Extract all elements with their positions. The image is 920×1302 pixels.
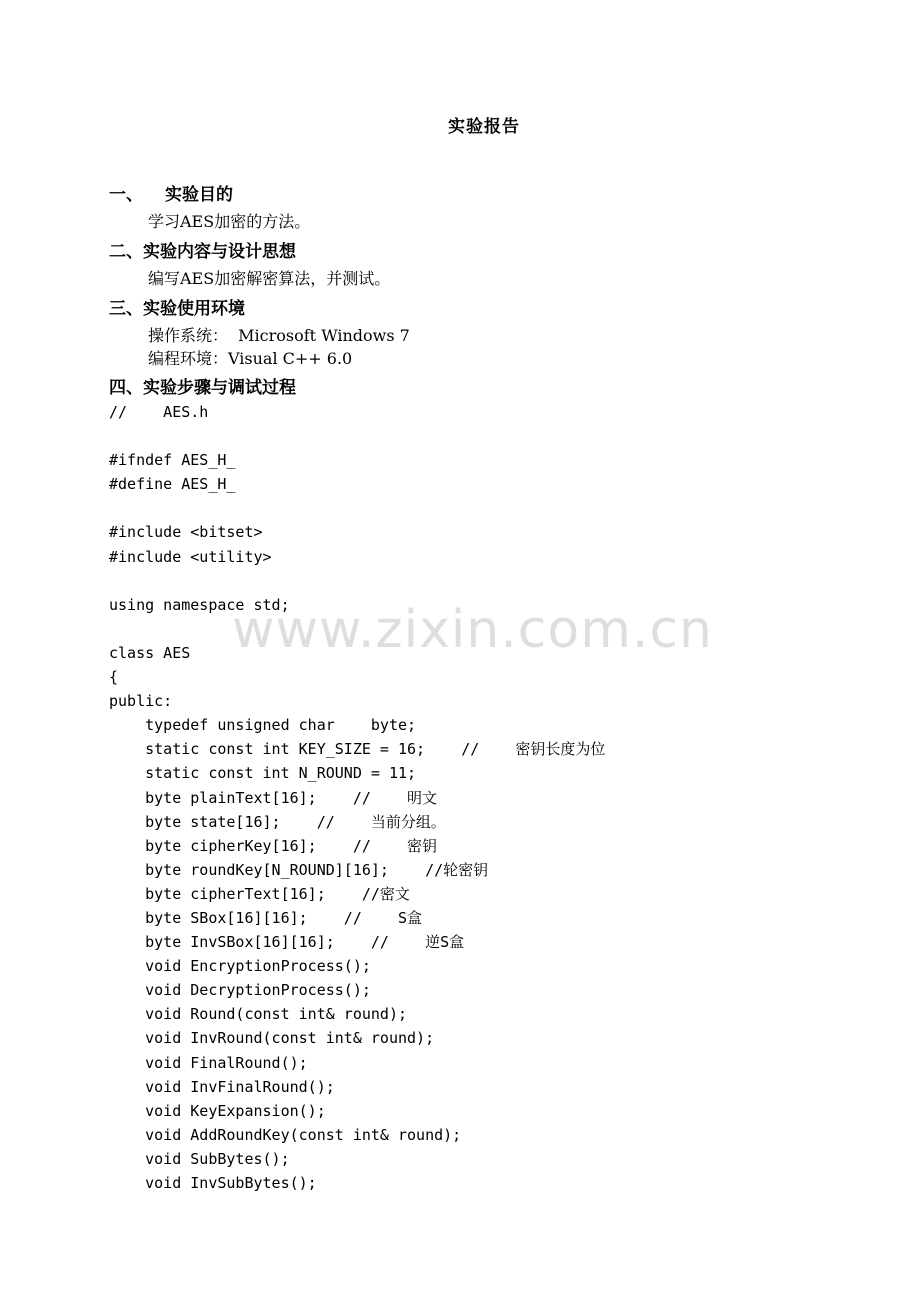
code-line bbox=[109, 424, 605, 448]
code-line: #include <bitset> bbox=[109, 523, 263, 542]
watermark: www.zixin.com.cn bbox=[232, 600, 713, 660]
section-number: 二、 bbox=[109, 242, 143, 262]
section-title: 实验内容与设计思想 bbox=[143, 242, 296, 262]
code-line: byte roundKey[N_ROUND][16]; //轮密钥 bbox=[109, 860, 489, 879]
code-line: byte SBox[16][16]; // S盒 bbox=[109, 908, 423, 927]
code-line: byte state[16]; // 当前分组。 bbox=[109, 812, 446, 831]
code-line: void InvSubBytes(); bbox=[109, 1174, 317, 1192]
code-line bbox=[109, 496, 605, 520]
section-title: 实验目的 bbox=[165, 185, 233, 205]
code-line: typedef unsigned char byte; bbox=[109, 716, 417, 735]
section-title: 实验步骤与调试过程 bbox=[143, 378, 296, 398]
code-line: void AddRoundKey(const int& round); bbox=[109, 1125, 462, 1144]
code-line: byte plainText[16]; // 明文 bbox=[109, 788, 438, 807]
code-line: #ifndef AES_H_ bbox=[109, 451, 236, 470]
code-line: void Round(const int& round); bbox=[109, 1005, 408, 1024]
code-listing bbox=[109, 400, 605, 1195]
code-line: void KeyExpansion(); bbox=[109, 1101, 326, 1120]
code-line bbox=[109, 569, 605, 593]
os-line: 操作系统： Microsoft Windows 7 bbox=[148, 326, 410, 345]
section-number: 一、 bbox=[109, 185, 143, 205]
section-heading-1 bbox=[109, 180, 233, 205]
code-line: void SubBytes(); bbox=[109, 1149, 290, 1168]
section-heading-4 bbox=[109, 373, 296, 398]
code-line: using namespace std; bbox=[109, 595, 290, 614]
code-line: byte cipherText[16]; //密文 bbox=[109, 884, 410, 903]
section-2-body: 编写AES加密解密算法，并测试。 bbox=[148, 269, 391, 288]
ide-line: 编程环境：Visual C++ 6.0 bbox=[148, 349, 353, 368]
page-title: 实验报告 bbox=[448, 117, 520, 137]
code-line: static const int KEY_SIZE = 16; // 密钥长度为位 bbox=[109, 740, 606, 759]
code-line: public: bbox=[109, 692, 173, 711]
code-line: void InvFinalRound(); bbox=[109, 1077, 335, 1096]
code-line: { bbox=[109, 668, 119, 687]
code-line: #define AES_H_ bbox=[109, 475, 236, 494]
section-number: 三、 bbox=[109, 299, 143, 319]
code-line: void FinalRound(); bbox=[109, 1053, 308, 1072]
code-line: // AES.h bbox=[109, 403, 209, 421]
section-heading-3 bbox=[109, 294, 245, 319]
code-line bbox=[109, 617, 605, 641]
code-line: static const int N_ROUND = 11; bbox=[109, 764, 417, 783]
code-line: void InvRound(const int& round); bbox=[109, 1029, 435, 1048]
section-title: 实验使用环境 bbox=[143, 299, 245, 319]
code-line: #include <utility> bbox=[109, 547, 272, 566]
section-heading-2 bbox=[109, 237, 296, 262]
code-line: void DecryptionProcess(); bbox=[109, 981, 371, 1000]
section-number: 四、 bbox=[109, 378, 143, 398]
code-line: byte cipherKey[16]; // 密钥 bbox=[109, 836, 438, 855]
code-line: void EncryptionProcess(); bbox=[109, 957, 371, 976]
code-line: class AES bbox=[109, 643, 191, 662]
section-1-body: 学习AES加密的方法。 bbox=[148, 212, 311, 231]
code-line: byte InvSBox[16][16]; // 逆S盒 bbox=[109, 933, 465, 952]
